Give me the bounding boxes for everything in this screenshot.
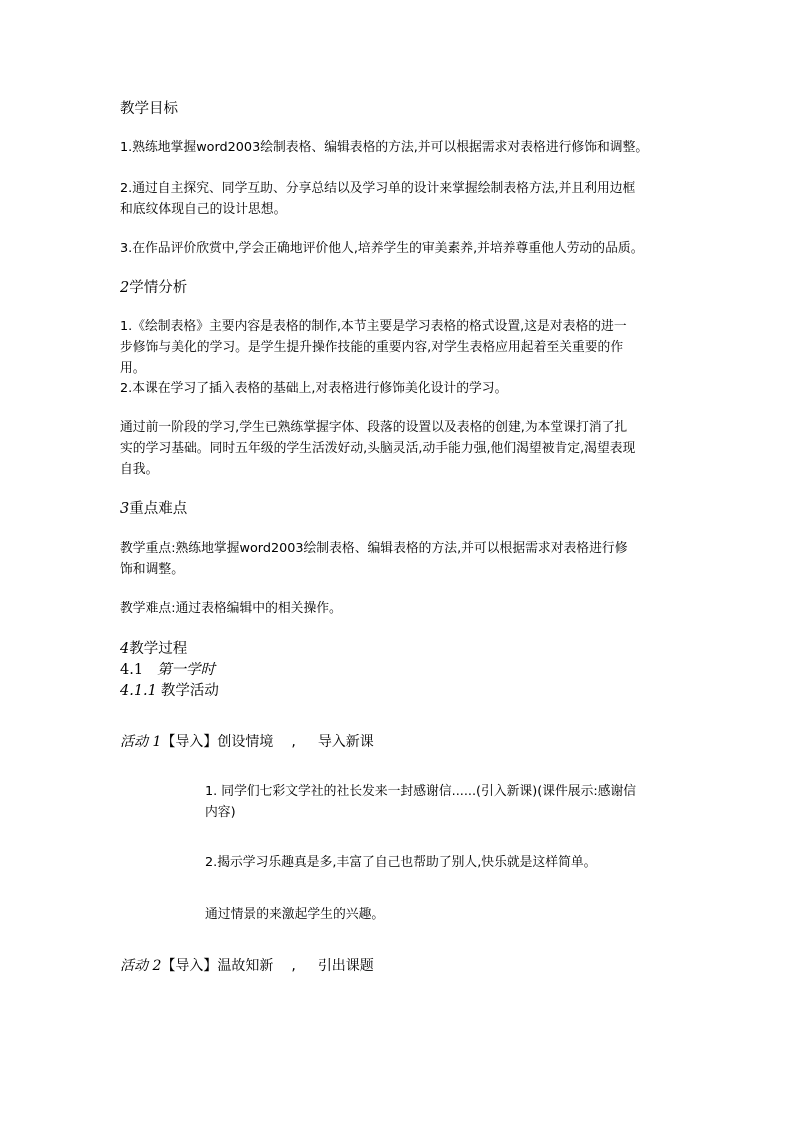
paragraph: 教学难点:通过表格编辑中的相关操作。 (120, 601, 342, 616)
activity-note: 通过情景的来激起学生的兴趣。 (205, 907, 385, 922)
subsection-heading (120, 658, 215, 679)
paragraph: 步修饰与美化的学习。是学生提升操作技能的重要内容,对学生表格应用起着至关重要的作 (120, 340, 624, 355)
paragraph: 2.通过自主探究、同学互助、分享总结以及学习单的设计来掌握绘制表格方法,并且利用边框 (120, 181, 636, 196)
paragraph: 教学重点:熟练地掌握word2003绘制表格、编辑表格的方法,并可以根据需求对表格进行修 (120, 541, 628, 556)
subsection-number: 4.1 (120, 662, 144, 678)
activity-item: 1. 同学们七彩文学社的社长发来一封感谢信......(引入新课)(课件展示:感谢信 (205, 784, 637, 799)
paragraph: 实的学习基础。同时五年级的学生活泼好动,头脑灵活,动手能力强,他们渴望被肯定,渴望表现 (120, 441, 636, 456)
activity-subtitle: 导入新课 (317, 734, 374, 750)
activity-item: 2.揭示学习乐趣真是多,丰富了自己也帮助了别人,快乐就是这样简单。 (205, 855, 597, 870)
section-title: 重点难点 (129, 501, 188, 517)
activity-heading (120, 955, 374, 975)
section-title: 教学过程 (129, 641, 188, 657)
section-number: 4 (120, 641, 130, 657)
paragraph: 和底纹体现自己的设计思想。 (120, 202, 287, 217)
subsection-title: 教学活动 (160, 683, 219, 699)
section-heading-analysis (120, 276, 187, 297)
section-heading-objectives: 教学目标 (120, 101, 178, 117)
subsubsection-heading (120, 679, 219, 700)
subsection-number: 4.1.1 (120, 683, 157, 699)
activity-tag: 【导入】 (161, 958, 218, 974)
activity-title: 创设情境 (217, 734, 274, 750)
paragraph: 1.《绘制表格》主要内容是表格的制作,本节主要是学习表格的格式设置,这是对表格的进一 (120, 319, 627, 334)
activity-separator: , (291, 734, 296, 750)
activity-tag: 【导入】 (161, 734, 218, 750)
paragraph: 饰和调整。 (120, 562, 184, 577)
section-number: 2 (120, 280, 130, 296)
activity-title: 温故知新 (217, 958, 274, 974)
activity-prefix: 活动 1 (120, 734, 162, 750)
paragraph: 用。 (120, 361, 146, 376)
activity-subtitle: 引出课题 (317, 958, 374, 974)
activity-item: 内容) (205, 805, 236, 820)
activity-heading (120, 731, 374, 751)
paragraph: 1.熟练地掌握word2003绘制表格、编辑表格的方法,并可以根据需求对表格进行修饰和调整。 (120, 140, 649, 155)
activity-separator: , (291, 958, 296, 974)
paragraph: 3.在作品评价欣赏中,学会正确地评价他人,培养学生的审美素养,并培养尊重他人劳动的品质。 (120, 241, 644, 256)
paragraph: 通过前一阶段的学习,学生已熟练掌握字体、段落的设置以及表格的创建,为本堂课打消了扎 (120, 420, 628, 435)
section-title: 学情分析 (129, 280, 188, 296)
section-number: 3 (120, 501, 130, 517)
paragraph: 2.本课在学习了插入表格的基础上,对表格进行修饰美化设计的学习。 (120, 381, 508, 396)
section-heading-keypoints (120, 497, 187, 518)
subsection-title: 第一学时 (157, 662, 216, 678)
paragraph: 自我。 (120, 462, 159, 477)
activity-prefix: 活动 2 (120, 958, 162, 974)
section-heading-process (120, 637, 187, 658)
